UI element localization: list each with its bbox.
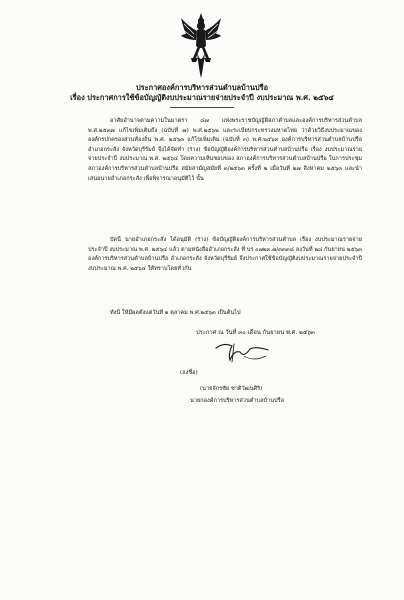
signer-name: (นายจักรชัย ชาติวัฒนศิริ) bbox=[200, 386, 263, 392]
paragraph-approval: บัดนี้ นายอำเภอกระสัง ได้อนุมัติ (ร่าง) ข้อบัญญัติองค์การบริหารส่วนตำบล เรื่อง งบประมาณรายจ่ายประจำปี งบประมาณ พ.ศ. ๒๕๖๔ แล้ว ตามหนังสืออำเภอกระสัง ที่ บร ๐๗๒๓.๗/๓๓๓๘ ลงวันที่ ๒๘ กันยายน ๒๕๖๓ องค์การบริหารส่วนตำบลบ้านปรือ อำเภอกระสัง จังหวัดบุรีรัมย์ จึงประกาศใช้ข้อบัญญัติงบประมาณรายจ่ายประจำปี งบประมาณ พ.ศ. ๒๕๖๔ ให้ทราบโดยทั่วกัน bbox=[88, 237, 362, 272]
document-org-heading: ประกาศองค์การบริหารส่วนตำบลบ้านปรือ bbox=[135, 83, 269, 92]
garuda-emblem-icon bbox=[180, 12, 222, 80]
paragraph-legal-basis: อาศัยอำนาจตามความในมาตรา ๘๗ แห่งพระราชบัญญัติสภาตำบลและองค์การบริหารส่วนตำบล พ.ศ.๒๕๓๗ แก้ไขเพิ่มเติมถึง (ฉบับที่ ๗) พ.ศ.๒๕๖๒ และระเบียบกระทรวงมหาดไทย ว่าด้วยวิธีงบประมาณขององค์กรปกครองส่วนท้องถิ่น พ.ศ. ๒๕๖๓ แก้ไขเพิ่มเติม (ฉบับที่ ๓) พ.ศ.๒๕๖๓ องค์การบริหารส่วนตำบลบ้านปรือ อำเภอกระสัง จังหวัดบุรีรัมย์ จึงได้จัดทำ (ร่าง) ข้อบัญญัติองค์การบริหารส่วนตำบลบ้านปรือ เรื่อง งบประมาณรายจ่ายประจำปี งบประมาณ พ.ศ. ๒๕๖๔ โดยความเห็นชอบของ สภาองค์การบริหารส่วนตำบลบ้านปรือ ในการประชุมสภาองค์การบริหารส่วนตำบลบ้านปรือ สมัยสามัญสมัยที่ ๓/๒๕๖๓ ครั้งที่ ๒ เมื่อวันที่ ๒๗ สิงหาคม ๒๕๖๓ และนำเสนอนายอำเภอกระสัง เพื่อพิจารณาอนุมัติไว้ นั้น bbox=[88, 118, 362, 182]
heading-divider bbox=[170, 107, 234, 108]
signer-title: นายกองค์การบริหารส่วนตำบลบ้านปรือ bbox=[190, 398, 284, 404]
handwritten-signature bbox=[210, 340, 272, 364]
signed-label: (ลงชื่อ) bbox=[180, 370, 198, 376]
announcement-date: ประกาศ ณ วันที่ ๓๐ เดือน กันยายน พ.ศ. ๒๕๖๓ bbox=[196, 330, 315, 336]
paragraph-effective-date: ทั้งนี้ ให้มีผลตั้งแต่วันที่ ๑ ตุลาคม พ.ศ.๒๕๖๓ เป็นต้นไป bbox=[110, 310, 241, 316]
document-subject-heading: เรื่อง ประกาศการใช้ข้อบัญญัติงบประมาณรายจ่ายประจำปี งบประมาณ พ.ศ. ๒๕๖๔ bbox=[70, 93, 334, 102]
